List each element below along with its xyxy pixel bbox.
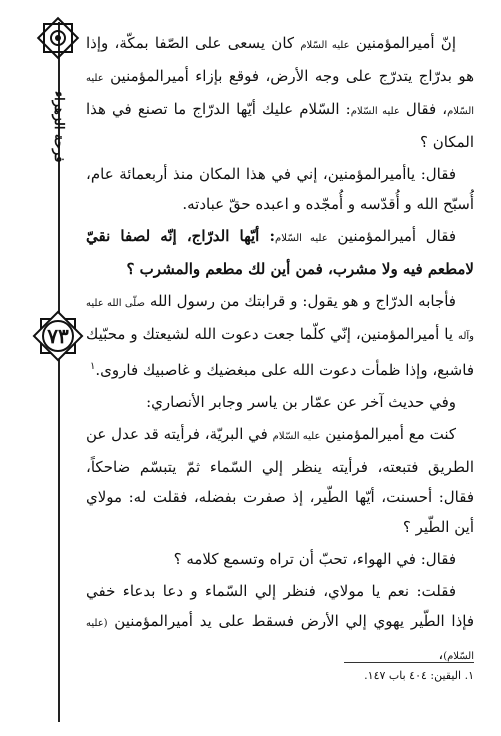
text-run: : أيّها الدرّاج، إنّه لصفا نقيّ لامطعم فيه ولا مشرب، فمن أين لك مطعم والمشرب ؟: [86, 227, 474, 278]
text-run: في البريّة، فرأيته قد عدل عن الطريق فتبعته، فرأيته ينظر إلي السّماء ثمّ يتبسّم ضاحكاً، فقال: أحسنت، أيّها الطّير، إذ صفرت بفضله، فقلت له: مولاي أين الطّير ؟: [86, 425, 474, 536]
running-title: فرحة الزهراء: [51, 91, 66, 163]
paragraph: [86, 221, 474, 284]
text-run: وفي حديث آخر عن عمّار بن ياسر وجابر الأنصاري:: [146, 393, 456, 411]
text-run: فقلت: نعم يا مولاي، فنظر إلي السّماء و دعا بدعاء خفي فإذا الطّير يهوي إلي الأرض فسقط على يد أميرالمؤمنين: [86, 582, 474, 630]
text-run: ، فقال: [399, 100, 448, 118]
text-run: فأجابه الدرّاج و هو يقول: و قرابتك من رسول الله: [144, 292, 456, 310]
paragraph: [86, 28, 474, 157]
paragraph: [86, 387, 474, 417]
page-number: ٧٣: [47, 324, 69, 348]
main-text: [86, 28, 475, 663]
paragraph: [86, 576, 474, 672]
honorific: (عليه السّلام): [86, 618, 474, 662]
star-ornament-icon: [34, 14, 82, 62]
text-run: فقال: ياأميرالمؤمنين، إني في هذا المكان منذ أربعمائة عام، أُسبّح الله و أُقدّسه و أُمجّده و اعبده حقّ عبادته.: [86, 165, 474, 213]
honorific: عليه السّلام: [86, 73, 475, 117]
paragraph: [86, 159, 474, 219]
honorific: عليه السّلام: [350, 106, 400, 117]
honorific: عليه السّلام: [300, 40, 350, 51]
text-run: يا أميرالمؤمنين، إنّي كلّما جعت دعوت الله لشيعتك و محبّيك فاشبع، وإذا ظمأت دعوت الله على مبغضيك و غاصبيك فاروى.: [86, 325, 474, 379]
honorific: عليه السّلام: [275, 233, 328, 244]
text-run: كنت مع أميرالمؤمنين: [320, 425, 457, 443]
honorific: صلّى الله عليه وآله: [86, 298, 474, 342]
text-run: : السّلام عليك أيّها الدرّاج ما تصنع في هذا المكان ؟: [86, 100, 474, 151]
honorific: عليه السّلام: [272, 431, 321, 442]
paragraph: [86, 286, 474, 385]
paragraph: [86, 544, 474, 574]
text-run: إنّ أميرالمؤمنين: [349, 34, 456, 52]
paragraph: [86, 419, 474, 542]
footnote: ١. اليقين: ٤٠٤ باب ١٤٧.: [364, 669, 474, 682]
text-run: فقال أميرالمؤمنين: [327, 227, 456, 245]
footnote-marker: ١: [90, 361, 96, 372]
footnote-divider: [344, 662, 474, 663]
text-run: كان يسعى على الصّفا بمكّة، وإذا هو بدرّاج يتدرّج على وجه الأرض، فوقع بإزاء أميرالمؤمنين: [86, 34, 474, 85]
text-run: ،: [438, 645, 444, 663]
text-run: فقال: في الهواء، تحبّ أن تراه وتسمع كلامه ؟: [173, 550, 456, 568]
